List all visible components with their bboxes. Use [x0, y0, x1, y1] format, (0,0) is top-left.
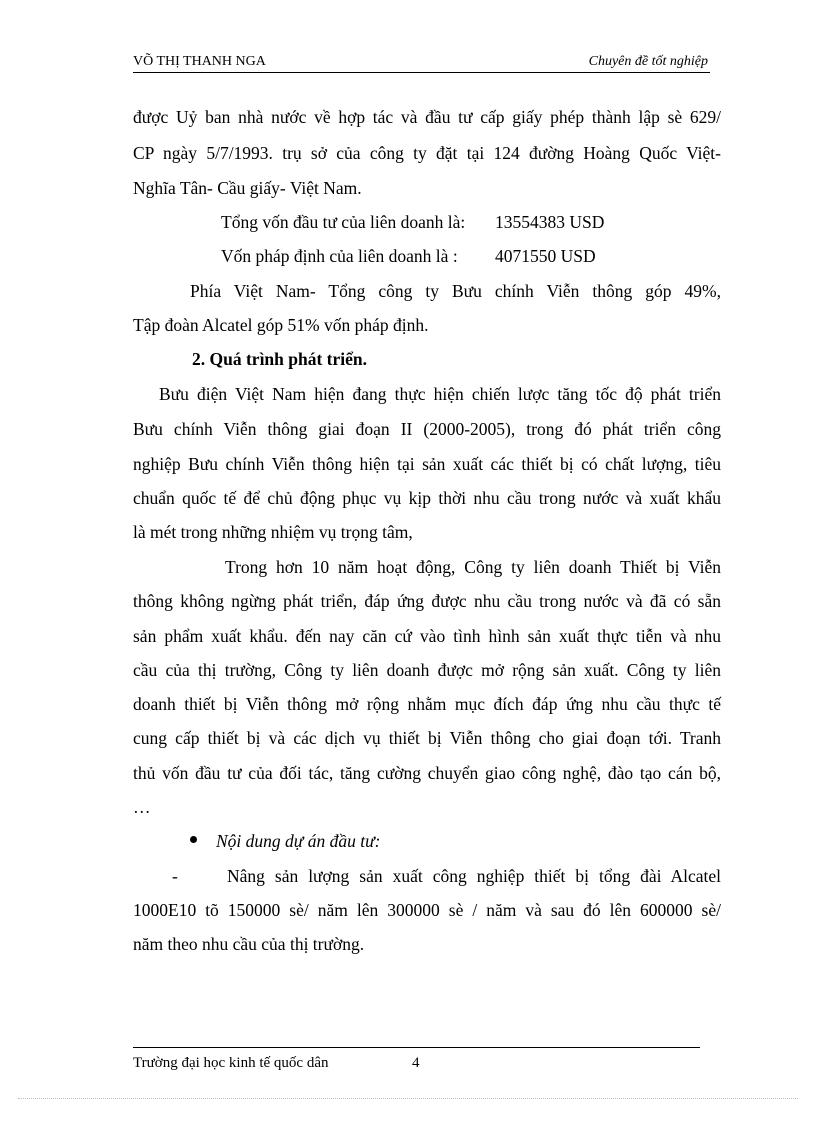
paragraph-line: chuẩn quốc tế để chủ động phục vụ kịp thời nhu cầu trong nước và xuất khẩu	[133, 488, 721, 508]
capital-total-value: 13554383 USD	[495, 212, 605, 232]
capital-legal-value: 4071550 USD	[495, 246, 596, 266]
paragraph-line: cung cấp thiết bị và các dịch vụ thiết bị Viễn thông cho giai đoạn tới. Tranh	[133, 728, 721, 748]
page-number: 4	[412, 1055, 420, 1071]
paragraph-line: …	[133, 797, 151, 817]
page-edge-divider	[18, 1098, 798, 1099]
section-heading: 2. Quá trình phát triển.	[192, 349, 368, 369]
list-item-line: Nâng sản lượng sản xuất công nghiệp thiết bị tổng đài Alcatel	[227, 866, 721, 886]
paragraph-line: Phía Việt Nam- Tổng công ty Bưu chính Viễn thông góp 49%,	[190, 281, 721, 301]
list-item-line: năm theo nhu cầu của thị trường.	[133, 934, 365, 954]
paragraph-line: sản phẩm xuất khẩu. đến nay căn cứ vào tình hình sản xuất thực tiễn và nhu	[133, 626, 721, 646]
paragraph-line: Bưu chính Viễn thông giai đoạn II (2000-2005), trong đó phát triển công	[133, 419, 721, 439]
paragraph-line: cầu của thị trường, Công ty liên doanh được mở rộng sản xuất. Công ty liên	[133, 660, 721, 680]
header-title: Chuyên đề tốt nghiệp	[588, 54, 708, 69]
paragraph-line: thông không ngừng phát triển, đáp ứng được nhu cầu trong nước và đã có sẵn	[133, 591, 721, 611]
capital-total-label: Tổng vốn đầu tư của liên doanh là:	[221, 212, 466, 232]
bullet-title: Nội dung dự án đầu tư:	[216, 831, 381, 851]
dash-marker: -	[172, 866, 178, 886]
paragraph-line: CP ngày 5/7/1993. trụ sở của công ty đặt tại 124 đường Hoàng Quốc Việt-	[133, 143, 721, 163]
paragraph-line: Trong hơn 10 năm hoạt động, Công ty liên doanh Thiết bị Viễn	[225, 557, 721, 577]
paragraph-line: Nghĩa Tân- Cầu giấy- Việt Nam.	[133, 178, 362, 198]
paragraph-line: nghiệp Bưu chính Viễn thông hiện tại sản xuất các thiết bị có chất lượng, tiêu	[133, 454, 721, 474]
paragraph-line: Tập đoàn Alcatel góp 51% vốn pháp định.	[133, 315, 429, 335]
footer-school: Trường đại học kinh tế quốc dân	[133, 1055, 329, 1071]
footer-divider	[133, 1047, 700, 1048]
page-header	[133, 54, 710, 73]
header-author: VÕ THỊ THANH NGA	[133, 54, 266, 69]
paragraph-line: Bưu điện Việt Nam hiện đang thực hiện chiến lược tăng tốc độ phát triển	[159, 384, 721, 404]
paragraph-line: doanh thiết bị Viễn thông mở rộng nhằm mục đích đáp ứng nhu cầu thực tế	[133, 694, 721, 714]
paragraph-line: được Uỷ ban nhà nước về hợp tác và đầu tư cấp giấy phép thành lập sè 629/	[133, 107, 721, 127]
capital-legal-label: Vốn pháp định của liên doanh là :	[221, 246, 458, 266]
bullet-icon	[190, 836, 197, 843]
paragraph-line: là mét trong những nhiệm vụ trọng tâm,	[133, 522, 413, 542]
paragraph-line: thủ vốn đầu tư của đối tác, tăng cường chuyển giao công nghệ, đào tạo cán bộ,	[133, 763, 721, 783]
list-item-line: 1000E10 tõ 150000 sè/ năm lên 300000 sè / năm và sau đó lên 600000 sè/	[133, 900, 721, 920]
